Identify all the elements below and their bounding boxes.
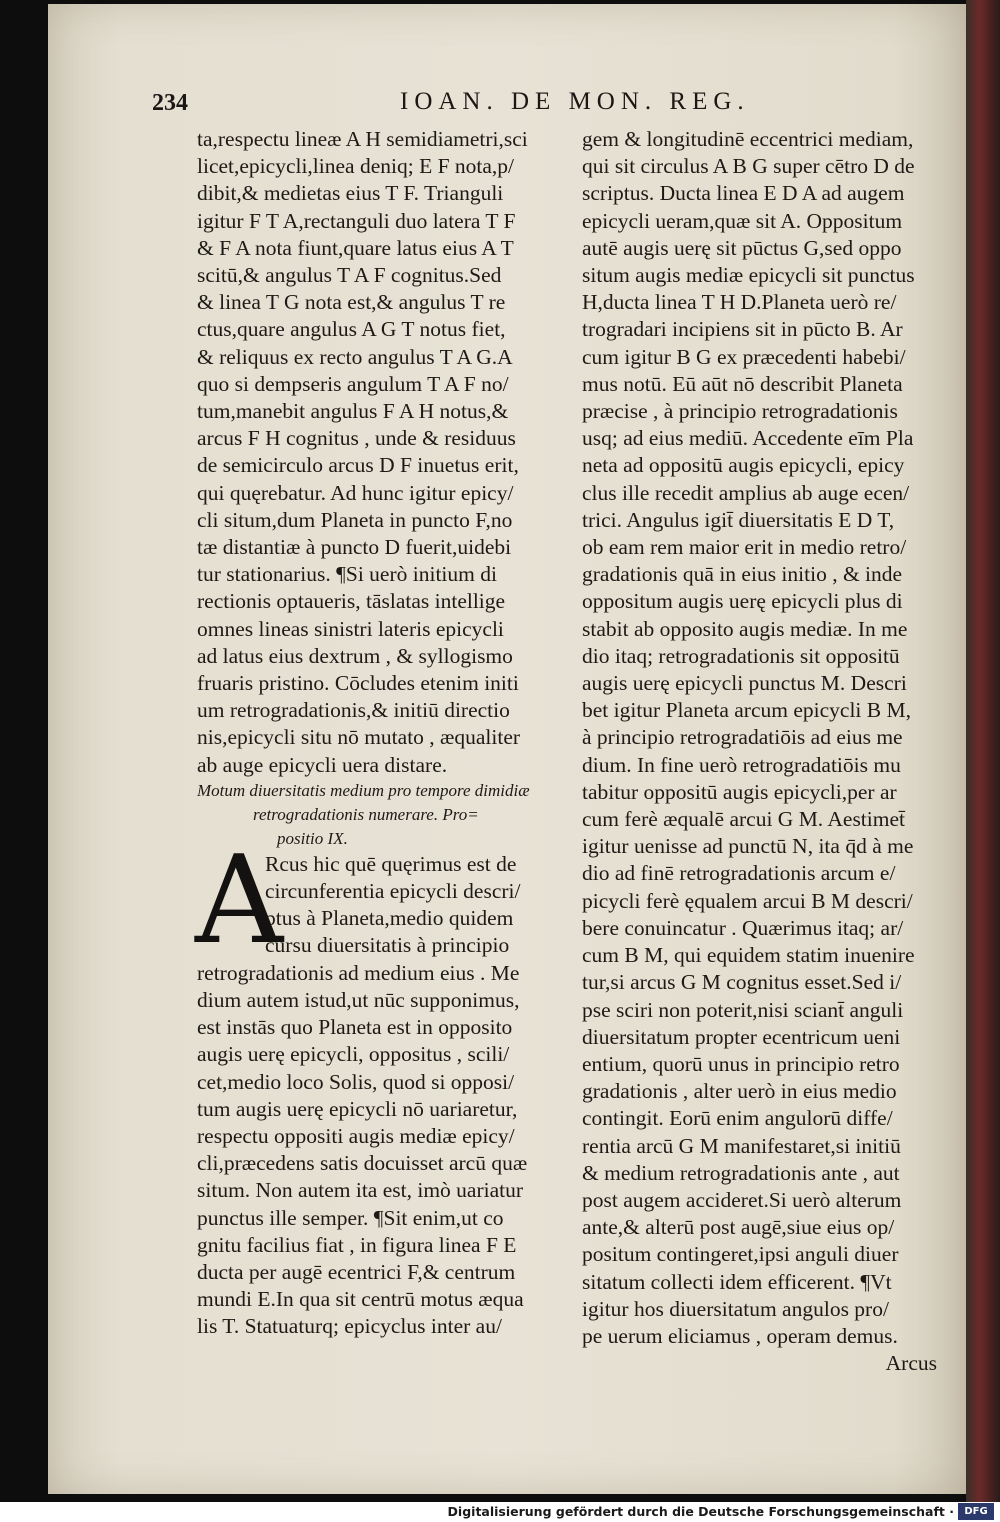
text-line: neta ad oppositū augis epicycli, epicy <box>582 453 905 478</box>
text-line: scitū,& angulus T A F cognitus.Sed <box>197 263 502 288</box>
text-line: mus notū. Eū aūt nō describit Planeta <box>582 371 903 396</box>
text-line: tur stationarius. ¶Si uerò initium di <box>197 562 497 587</box>
text-line: & F A nota fiunt,quare latus eius A T <box>197 235 514 260</box>
text-line: nis,epicycli situ nō mutato , æqualiter <box>197 725 521 750</box>
text-line: gem & longitudinē eccentrici mediam, <box>582 127 914 151</box>
text-line: H,ducta linea T H D.Planeta uerò re/ <box>582 290 897 315</box>
text-line: pse sciri non poterit,nisi sciant̄ anguli <box>582 997 904 1022</box>
text-line: licet,epicycli,linea deniq; E F nota,p/ <box>197 154 515 179</box>
text-line: gradationis quā in eius initio , & inde <box>582 562 903 587</box>
text-line: dium. In fine uerò retrogradatiōis mu <box>582 752 901 777</box>
text-line: autē augis uerę sit pūctus G,sed oppo <box>582 235 902 260</box>
text-line: & linea T G nota est,& angulus T re <box>197 290 506 315</box>
text-line: & medium retrogradationis ante , aut <box>582 1160 900 1185</box>
text-line: & reliquus ex recto angulus T A G.A <box>197 344 513 369</box>
text-line: rectionis optaueris, tāslatas intellige <box>197 589 506 614</box>
text-line: respectu oppositi augis mediæ epicy/ <box>197 1123 515 1148</box>
text-line: pe uerum eliciamus , operam demus. <box>582 1323 898 1348</box>
caption-line: positio IX. <box>277 828 348 848</box>
text-line: clus ille recedit amplius ab auge ecen/ <box>582 480 910 505</box>
text-line: trici. Angulus igit̄ diuersitatis E D T, <box>582 507 895 532</box>
text-line: fruaris pristino. Cōcludes etenim initi <box>197 671 519 696</box>
caption-line: Motum diuersitatis medium pro tempore dimidiæ <box>197 780 530 800</box>
text-line: arcus F H cognitus , unde & residuus <box>197 426 516 451</box>
text-line: punctus ille semper. ¶Sit enim,ut co <box>197 1205 504 1230</box>
text-line: ob eam rem maior erit in medio retro/ <box>582 535 907 560</box>
right-column <box>582 126 939 1377</box>
text-line: de semicirculo arcus D F inuetus erit, <box>197 453 519 478</box>
text-line: ptus à Planeta,medio quidem <box>265 906 514 931</box>
text-line: est instās quo Planeta est in opposito <box>197 1015 513 1040</box>
page-header <box>150 88 940 124</box>
text-line: ctus,quare angulus A G T notus fiet, <box>197 317 506 342</box>
text-line: cet,medio loco Solis, quod si opposi/ <box>197 1069 515 1094</box>
text-line: qui sit circulus A B G super cētro D de <box>582 154 915 179</box>
left-text-block-c <box>197 960 562 1341</box>
text-line: epicycli ueram,quæ sit A. Oppositum <box>582 208 903 233</box>
text-line: stabit ab opposito augis mediæ. In me <box>582 616 908 641</box>
text-line: Rcus hic quē quęrimus est de <box>265 851 517 876</box>
text-line: contingit. Eorū enim angulorū diffe/ <box>582 1106 893 1131</box>
text-line: bere conuincatur . Quærimus itaq; ar/ <box>582 915 904 940</box>
catchword: Arcus <box>885 1351 937 1376</box>
dfg-logo[interactable]: DFG <box>958 1503 994 1520</box>
text-line: ad latus eius dextrum , & syllogismo <box>197 643 513 668</box>
footer-bar <box>0 1502 1000 1522</box>
text-line: cum igitur B G ex præcedenti habebi/ <box>582 344 906 369</box>
text-line: tum,manebit angulus F A H notus,& <box>197 399 509 424</box>
text-line: ab auge epicycli uera distare. <box>197 752 448 777</box>
text-line: trogradari incipiens sit in pūcto B. Ar <box>582 317 903 342</box>
text-line: dio ad finē retrogradationis arcum e/ <box>582 861 896 886</box>
text-line: oppositum augis uerę epicycli plus di <box>582 589 903 614</box>
text-line: ante,& alterū post augē,siue eius op/ <box>582 1215 895 1240</box>
text-line: igitur F T A,rectanguli duo latera T F <box>197 208 516 233</box>
text-line: à principio retrogradatiōis ad eius me <box>582 725 903 750</box>
left-text-block-a <box>197 126 562 779</box>
text-line: mundi E.In qua sit centrū motus æqua <box>197 1287 524 1312</box>
text-line: dibit,& medietas eius T F. Trianguli <box>197 181 504 206</box>
text-line: tur,si arcus G M cognitus esset.Sed i/ <box>582 970 902 995</box>
text-line: sitatum collecti idem efficerent. ¶Vt <box>582 1269 892 1294</box>
text-line: cli,præcedens satis docuisset arcū quæ <box>197 1151 528 1176</box>
text-line: entium, quorū unus in principio retro <box>582 1051 900 1076</box>
text-line: bet igitur Planeta arcum epicycli B M, <box>582 698 911 723</box>
text-line: qui quęrebatur. Ad hunc igitur epicy/ <box>197 480 514 505</box>
text-line: præcise , à principio retrogradationis <box>582 399 898 424</box>
text-line: post augem accideret.Si uerò alterum <box>582 1187 902 1212</box>
running-head: IOAN. DE MON. REG. <box>400 88 750 115</box>
text-line: rentia arcū G M manifestaret,si initiū <box>582 1133 901 1158</box>
text-line: gradationis , alter uerò in eius medio <box>582 1079 897 1104</box>
text-line: situm. Non autem ita est, imò uariatur <box>197 1178 524 1203</box>
text-line: lis T. Statuaturq; epicyclus inter au/ <box>197 1314 502 1339</box>
text-line: quo si dempseris angulum T A F no/ <box>197 371 509 396</box>
text-line: cum B M, qui equidem statim inuenire <box>582 943 915 968</box>
text-line: gnitu facilius fiat , in figura linea F E <box>197 1232 517 1257</box>
text-line: circunferentia epicycli descri/ <box>265 879 521 904</box>
text-line: dio itaq; retrogradationis sit oppositū <box>582 643 900 668</box>
text-line: tabitur oppositū augis epicycli,per ar <box>582 779 897 804</box>
text-line: ta,respectu lineæ A H semidiametri,sci <box>197 127 528 151</box>
text-line: omnes lineas sinistri lateris epicycli <box>197 616 504 641</box>
text-line: igitur uenisse ad punctū N, ita q̄d à me <box>582 834 914 859</box>
left-column <box>197 126 562 1341</box>
text-line: cum ferè æqualē arcui G M. Aestimet̄ <box>582 807 905 832</box>
text-line: um retrogradationis,& initiū directio <box>197 698 510 723</box>
text-line: tum augis uerę epicycli nō uariaretur, <box>197 1096 518 1121</box>
text-line: cursu diuersitatis à principio <box>265 933 510 958</box>
text-line: augis uerę epicycli, oppositus , scili/ <box>197 1042 510 1067</box>
text-line: usq; ad eius mediū. Accedente eīm Pla <box>582 426 914 451</box>
text-line: diuersitatum propter ecentricum ueni <box>582 1024 901 1049</box>
text-line: augis uerę epicycli punctus M. Descri <box>582 671 907 696</box>
text-line: retrogradationis ad medium eius . Me <box>197 960 520 985</box>
book-spine <box>966 0 1000 1502</box>
text-line: scriptus. Ducta linea E D A ad augem <box>582 181 905 206</box>
funding-notice: Digitalisierung gefördert durch die Deutsche Forschungsgemeinschaft · <box>447 1504 954 1519</box>
text-line: tæ distantiæ à puncto D fuerit,uidebi <box>197 535 512 560</box>
text-line: picycli ferè ęqualem arcui B M descri/ <box>582 888 913 913</box>
text-line: cli situm,dum Planeta in puncto F,no <box>197 507 513 532</box>
page-number: 234 <box>152 90 188 116</box>
text-line: igitur hos diuersitatum angulos pro/ <box>582 1296 889 1321</box>
text-line: positum contingeret,ipsi anguli diuer <box>582 1242 899 1267</box>
text-line: situm augis mediæ epicycli sit punctus <box>582 263 915 288</box>
text-line: ducta per augē ecentrici F,& centrum <box>197 1259 516 1284</box>
drop-cap: A <box>195 828 284 971</box>
caption-line: retrogradationis numerare. Pro= <box>253 804 479 824</box>
text-line: dium autem istud,ut nūc supponimus, <box>197 987 520 1012</box>
